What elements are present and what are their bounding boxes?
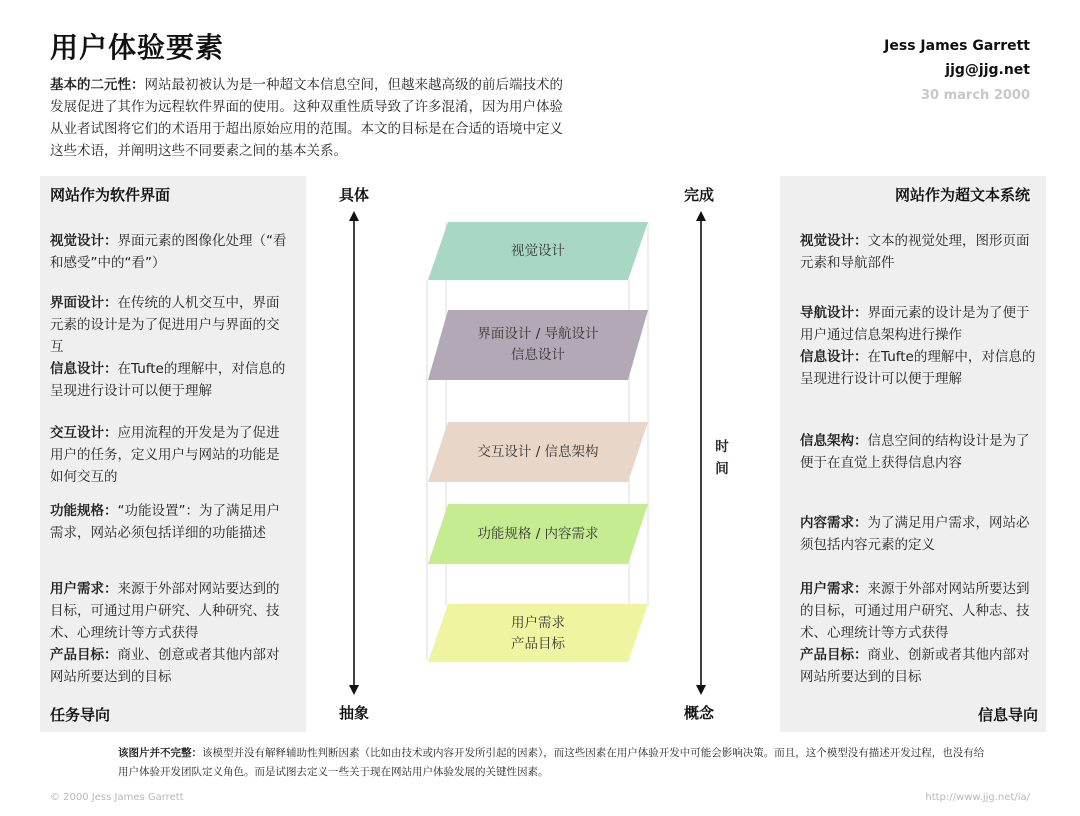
- axis-conception-label: 概念: [684, 704, 715, 722]
- layer-label-interaction: 交互设计 / 信息架构: [477, 444, 599, 460]
- right-panel-title: 网站作为超文本系统: [894, 186, 1030, 204]
- author-name: Jess James Garrett: [884, 38, 1030, 54]
- left-item-functional-spec: 功能规格：“功能设置”：为了满足用户需求，网站必须包括详细的功能描述: [50, 503, 280, 541]
- left-item-interface-design: 界面设计：在传统的人机交互中，界面元素的设计是为了促进用户与界面的交互: [50, 295, 280, 355]
- right-item-user-needs: 用户需求：来源于外部对网站所要达到的目标，可通过用户研究、人种志、技术、心理统计等方式获得: [800, 581, 1030, 641]
- intro-lead: 基本的二元性：: [50, 77, 145, 93]
- axis-completion-label: 完成: [684, 186, 715, 204]
- layer-label-interface: 界面设计 / 导航设计 信息设计: [477, 326, 599, 363]
- copyright-text: © 2000 Jess James Garrett: [50, 792, 184, 803]
- left-item-site-objectives: 产品目标：商业、创意或者其他内部对网站所要达到的目标: [50, 647, 280, 685]
- right-panel-footer: 信息导向: [977, 706, 1038, 724]
- left-panel-title: 网站作为软件界面: [50, 186, 171, 204]
- right-item-information-architecture: 信息架构：信息空间的结构设计是为了便于在直觉上获得信息内容: [800, 433, 1030, 471]
- left-panel-footer: 任务导向: [50, 706, 111, 724]
- publish-date: 30 march 2000: [920, 88, 1030, 103]
- right-item-navigation-design: 导航设计：界面元素的设计是为了便于用户通过信息架构进行操作: [800, 305, 1030, 343]
- axis-abstract-label: 抽象: [339, 704, 370, 722]
- right-item-visual-design: 视觉设计：文本的视觉处理，图形页面元素和导航部件: [800, 233, 1030, 271]
- right-item-content-requirements: 内容需求：为了满足用户需求，网站必须包括内容元素的定义: [800, 515, 1030, 553]
- page-title: 用户体验要素: [50, 31, 225, 64]
- note-text: 该模型并没有解释辅助性判断因素（比如由技术或内容开发所引起的因素），而这些因素在用户体验开发中可能会影响决策。而且，这个模型没有描述开发过程，也没有给用户体验开发团队定义角色。而是试图去定义一些关于现在网站用户体验发展的关键性因素。: [118, 747, 985, 778]
- layer-label-functional: 功能规格 / 内容需求: [477, 526, 599, 542]
- note-lead: 该图片并不完整：: [118, 747, 202, 759]
- time-axis-label: 时间: [715, 439, 729, 477]
- left-item-information-design: 信息设计：在Tufte的理解中，对信息的呈现进行设计可以便于理解: [50, 361, 286, 399]
- layer-label-visual: 视觉设计: [511, 243, 565, 259]
- right-item-site-objectives: 产品目标：商业、创新或者其他内部对网站所要达到的目标: [800, 647, 1030, 685]
- left-item-user-needs: 用户需求：来源于外部对网站要达到的目标，可通过用户研究、人种研究、技术、心理统计等方式获得: [50, 581, 280, 641]
- left-item-visual-design: 视觉设计：界面元素的图像化处理（“看和感受”中的“看”）: [50, 233, 287, 271]
- source-url[interactable]: http://www.jjg.net/ia/: [925, 792, 1030, 803]
- axis-concrete-label: 具体: [339, 186, 370, 204]
- left-item-interaction-design: 交互设计：应用流程的开发是为了促进用户的任务，定义用户与网站的功能是如何交互的: [50, 425, 280, 485]
- incomplete-note: [118, 744, 988, 782]
- author-email: jjg@jjg.net: [945, 62, 1030, 78]
- right-item-information-design: 信息设计：在Tufte的理解中，对信息的呈现进行设计可以便于理解: [800, 349, 1036, 387]
- layer-label-user-needs: 用户需求 产品目标: [511, 615, 565, 652]
- intro-text: 网站最初被认为是一种超文本信息空间，但越来越高级的前后端技术的发展促进了其作为远程软件界面的使用。这种双重性质导致了许多混淆，因为用户体验从业者试图将它们的术语用于超出原始应用的范围。本文的目标是在合适的语境中定义这些术语，并阐明这些不同要素之间的基本关系。: [50, 77, 563, 159]
